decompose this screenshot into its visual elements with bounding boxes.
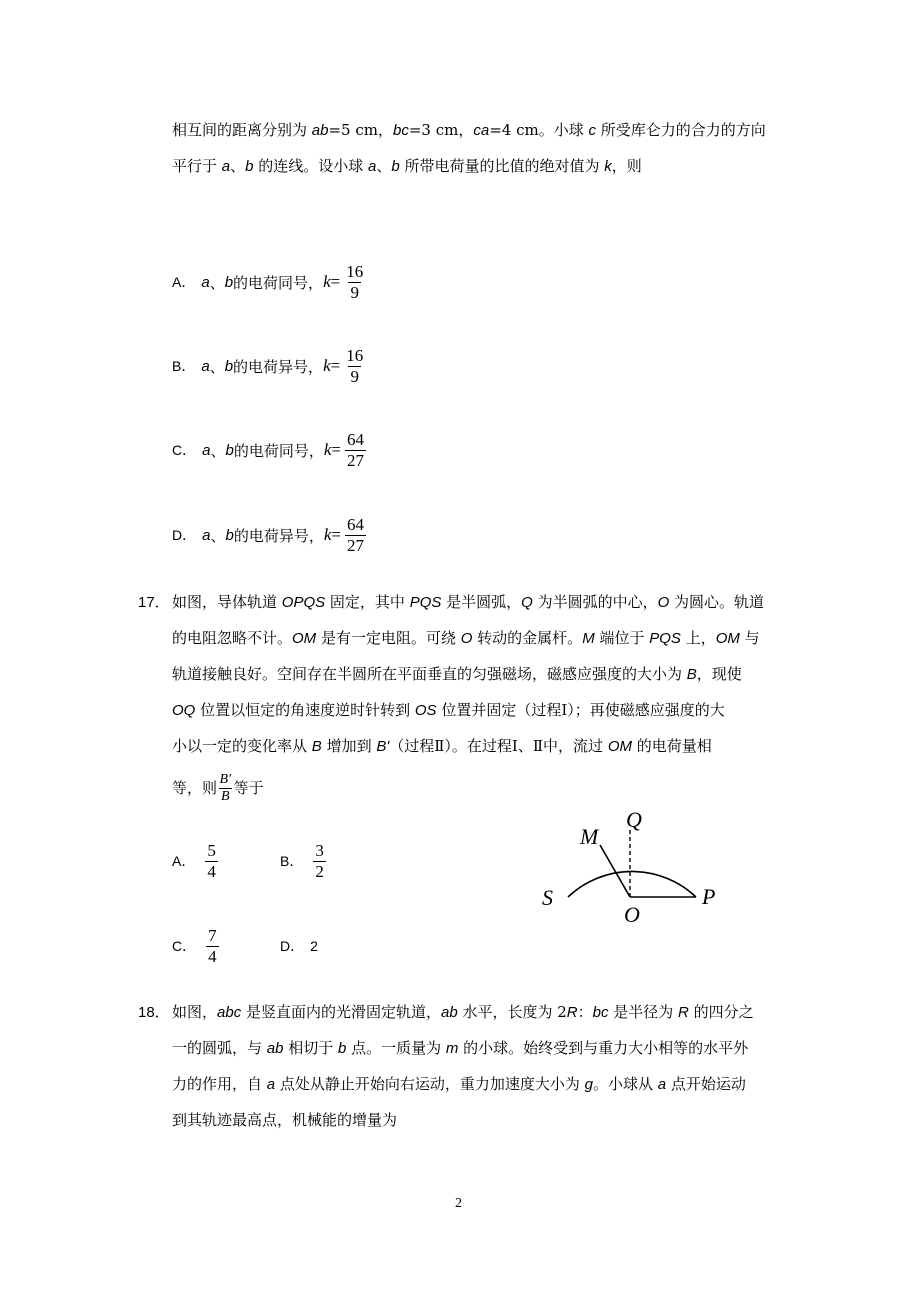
label-p: P — [702, 884, 716, 909]
q18-text-line-3: 力的作用，自 a 点处从静止开始向右运动，重力加速度大小为 g。小球从 a 点开始运动 — [172, 1075, 746, 1093]
q16-option-c-fraction: $\frac{64}{27}$ — [346, 429, 364, 470]
q18-text-line-2: 一的圆弧，与 ab 相切于 b 点。一质量为 m 的小球。始终受到与重力大小相等的水平外 — [172, 1039, 749, 1057]
q17-text-line-3: 轨道接触良好。空间存在半圆所在平面垂直的匀强磁场，磁感应强度的大小为 B，现使 — [172, 665, 742, 683]
q17-text-line-5: 小以一定的变化率从 B 增加到 B'（过程Ⅱ）。在过程Ⅰ、Ⅱ中，流过 OM 的电荷量相 — [172, 737, 712, 755]
label-m: M — [580, 824, 599, 849]
q18-text-line-4: 到其轨迹最高点，机械能的增量为 — [172, 1111, 398, 1129]
q17-ratio-fraction: $\frac{B'}{B}$ — [219, 771, 232, 804]
q16-option-c[interactable]: C． a 、 b 的电荷同号， k = $\frac{64}{27}$ — [172, 429, 364, 470]
semicircle-arc — [568, 871, 696, 897]
page-number: 2 — [455, 1196, 462, 1211]
q17-text-line-1: 如图，导体轨道 OPQS 固定，其中 PQS 是半圆弧，Q 为半圆弧的中心，O 为圆心。轨道 — [172, 593, 765, 611]
label-s: S — [542, 885, 553, 910]
q17-option-b[interactable]: B． $\frac{3}{2}$ — [280, 840, 324, 881]
q17-option-b-fraction: $\frac{3}{2}$ — [315, 840, 324, 881]
q16-option-b[interactable]: B． a 、 b 的电荷异号， k = $\frac{16}{9}$ — [172, 345, 364, 386]
q17-option-a[interactable]: A． $\frac{5}{4}$ — [172, 840, 216, 881]
q16-option-d[interactable]: D． a 、 b 的电荷异号， k = $\frac{64}{27}$ — [172, 514, 364, 555]
q17-option-c[interactable]: C． $\frac{7}{4}$ — [172, 925, 217, 966]
q16-text-line-1: 相互间的距离分别为 ab=5 cm，bc=3 cm，ca=4 cm。小球 c 所受库仑力的合力的方向 — [172, 121, 766, 139]
q17-text-line-4: OQ 位置以恒定的角速度逆时针转到 OS 位置并固定（过程Ⅰ）；再使磁感应强度的大 — [172, 701, 725, 719]
q16-option-a[interactable]: A． a 、 b 的电荷同号， k = $\frac{16}{9}$ — [172, 261, 364, 302]
q16-text-line-2: 平行于 a、b 的连线。设小球 a、b 所带电荷量的比值的绝对值为 k，则 — [172, 157, 642, 175]
q17-option-d[interactable]: D． 2 — [280, 938, 318, 954]
q17-number: 17． — [138, 594, 170, 611]
q17-option-c-fraction: $\frac{7}{4}$ — [208, 925, 217, 966]
q16-option-b-fraction: $\frac{16}{9}$ — [346, 345, 364, 386]
q17-text-line-6: 等，则 $\frac{B'}{B}$ 等于 — [172, 771, 264, 804]
q18-text-line-1: 如图，abc 是竖直面内的光滑固定轨道，ab 水平，长度为 2R：bc 是半径为 R 的四分之 — [172, 1003, 754, 1021]
q16-option-d-fraction: $\frac{64}{27}$ — [346, 514, 364, 555]
label-q: Q — [626, 807, 642, 832]
q17-figure — [530, 800, 730, 930]
q16-option-a-fraction: $\frac{16}{9}$ — [346, 261, 364, 302]
label-o: O — [624, 902, 640, 927]
q17-option-a-fraction: $\frac{5}{4}$ — [207, 840, 216, 881]
q17-text-line-2: 的电阻忽略不计。OM 是有一定电阻。可绕 O 转动的金属杆。M 端位于 PQS 上，OM 与 — [172, 629, 760, 647]
q18-number: 18． — [138, 1004, 170, 1021]
